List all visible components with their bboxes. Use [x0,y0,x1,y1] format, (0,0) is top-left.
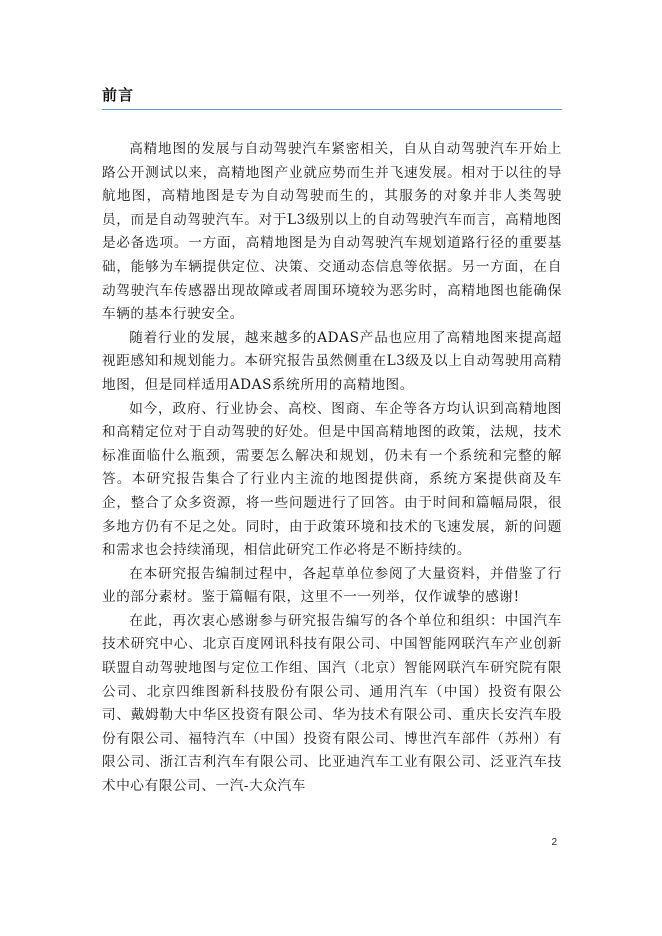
section-heading: 前言 [102,86,135,104]
heading-underline [102,109,562,110]
paragraph-adas: 随着行业的发展，越来越多的ADAS产品也应用了高精地图来提高超视距感知和规划能力。本研究报告虽然侧重在L3级及以上自动驾驶用高精地图，但是同样适用ADAS系统所用的高精地图。 [102,329,562,393]
paragraph-intro: 高精地图的发展与自动驾驶汽车紧密相关，自从自动驾驶汽车开始上路公开测试以来，高精地图产业就应势而生并飞速发展。相对于以往的导航地图，高精地图是专为自动驾驶而生的，其服务的对象并非人类驾驶员，而是自动驾驶汽车。对于L3级别以上的自动驾驶汽车而言，高精地图是必备选项。一方面，高精地图是为自动驾驶汽车规划道路行径的重要基础，能够为车辆提供定位、决策、交通动态信息等依据。另一方面，在自动驾驶汽车传感器出现故障或者周围环境较为恶劣时，高精地图也能确保车辆的基本行驶安全。 [102,141,562,323]
paragraph-stakeholders: 如今，政府、行业协会、高校、图商、车企等各方均认识到高精地图和高精定位对于自动驾驶的好处。但是中国高精地图的政策，法规，技术标准面临什么瓶颈，需要怎么解决和规划，仍未有一个系统和完整的解答。本研究报告集合了行业内主流的地图提供商，系统方案提供商及车企，整合了众多资源，将一些问题进行了回答。由于时间和篇幅局限，很多地方仍有不足之处。同时，由于政策环境和技术的飞速发展，新的问题和需求也会持续涌现，相信此研究工作必将是不断持续的。 [102,400,562,559]
paragraph-acknowledgements: 在此，再次衷心感谢参与研究报告编写的各个单位和组织：中国汽车技术研究中心、北京百度网讯科技有限公司、中国智能网联汽车产业创新联盟自动驾驶地图与定位工作组、国汽（北京）智能网联汽车研究院有限公司、北京四维图新科技股份有限公司、通用汽车（中国）投资有限公司、戴姆勒大中华区投资有限公司、华为技术有限公司、重庆长安汽车股份有限公司、福特汽车（中国）投资有限公司、博世汽车部件（苏州）有限公司、浙江吉利汽车有限公司、比亚迪汽车工业有限公司、泛亚汽车技术中心有限公司、一汽-大众汽车 [102,612,562,795]
paragraph-references: 在本研究报告编制过程中，各起草单位参阅了大量资料，并借鉴了行业的部分素材。鉴于篇幅有限，这里不一一列举，仅作诚挚的感谢! [102,565,562,606]
page-number: 2 [551,837,557,848]
body-text [102,138,562,799]
